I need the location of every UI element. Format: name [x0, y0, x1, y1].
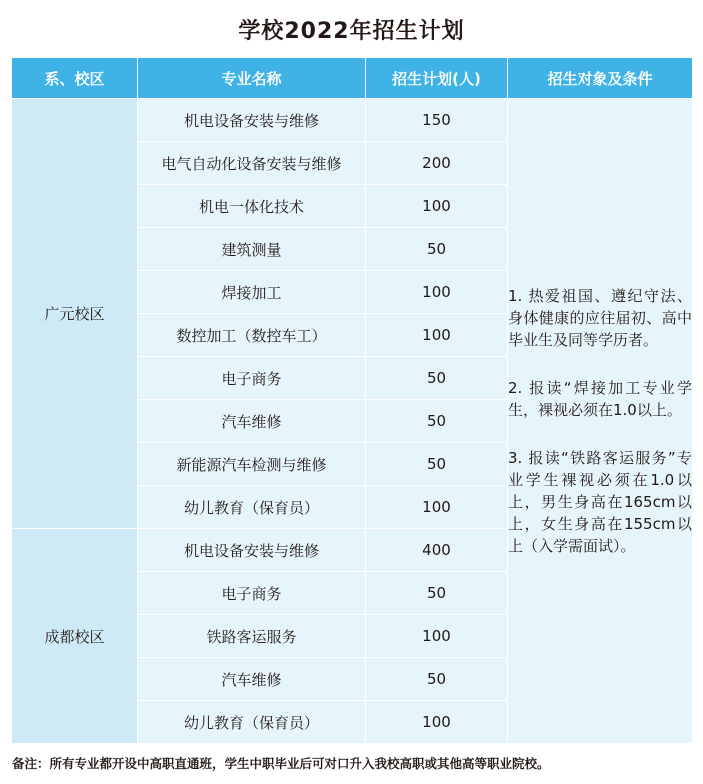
major-cell: 机电一体化技术	[138, 185, 366, 228]
plan-cell: 50	[366, 572, 508, 615]
plan-cell: 100	[366, 185, 508, 228]
major-cell: 汽车维修	[138, 400, 366, 443]
plan-cell: 50	[366, 400, 508, 443]
major-cell: 电子商务	[138, 357, 366, 400]
plan-cell: 100	[366, 486, 508, 529]
major-cell: 电子商务	[138, 572, 366, 615]
major-cell: 新能源汽车检测与维修	[138, 443, 366, 486]
header-row	[12, 58, 693, 99]
plan-cell: 50	[366, 443, 508, 486]
major-cell: 机电设备安装与维修	[138, 529, 366, 572]
major-cell: 汽车维修	[138, 658, 366, 701]
plan-cell: 200	[366, 142, 508, 185]
major-cell: 幼儿教育（保育员）	[138, 486, 366, 529]
header-plan: 招生计划(人)	[366, 58, 508, 99]
condition-3: 3. 报读“铁路客运服务”专业学生裸视必须在1.0以上，男生身高在165cm以上，女生身高在155cm以上（入学需面试）。	[508, 449, 692, 555]
page-title: 学校2022年招生计划	[238, 19, 465, 44]
plan-cell: 150	[366, 99, 508, 142]
plan-cell: 50	[366, 658, 508, 701]
header-conditions: 招生对象及条件	[508, 58, 693, 99]
campus-cell: 成都校区	[12, 529, 138, 744]
plan-cell: 400	[366, 529, 508, 572]
major-cell: 铁路客运服务	[138, 615, 366, 658]
plan-cell: 100	[366, 271, 508, 314]
enrollment-table	[11, 57, 693, 744]
plan-cell: 100	[366, 701, 508, 744]
major-cell: 电气自动化设备安装与维修	[138, 142, 366, 185]
header-dept: 系、校区	[12, 58, 138, 99]
plan-cell: 100	[366, 314, 508, 357]
plan-cell: 50	[366, 228, 508, 271]
conditions-cell	[508, 99, 693, 744]
major-cell: 机电设备安装与维修	[138, 99, 366, 142]
major-cell: 数控加工（数控车工）	[138, 314, 366, 357]
major-cell: 幼儿教育（保育员）	[138, 701, 366, 744]
table-row	[12, 99, 693, 142]
campus-cell: 广元校区	[12, 99, 138, 529]
footnote: 备注：所有专业都开设中高职直通班，学生中职毕业后可对口升入我校高职或其他高等职业院校。	[12, 756, 550, 771]
plan-cell: 100	[366, 615, 508, 658]
major-cell: 焊接加工	[138, 271, 366, 314]
condition-1: 1. 热爱祖国、遵纪守法、身体健康的应往届初、高中毕业生及同等学历者。	[508, 287, 692, 349]
header-major: 专业名称	[138, 58, 366, 99]
condition-2: 2. 报读“焊接加工专业学生，裸视必须在1.0以上。	[508, 379, 692, 419]
plan-cell: 50	[366, 357, 508, 400]
major-cell: 建筑测量	[138, 228, 366, 271]
